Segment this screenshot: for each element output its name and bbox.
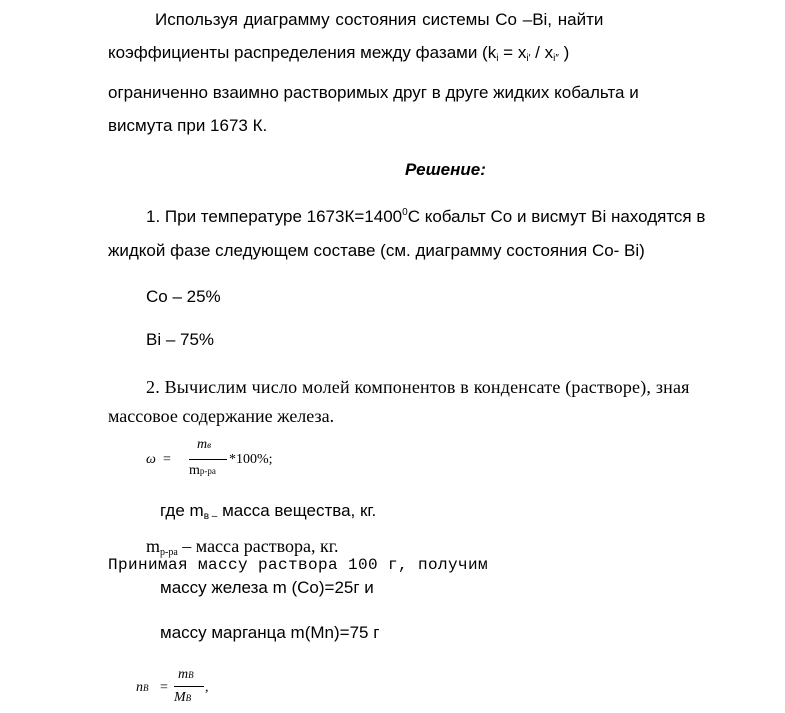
where-sub-rra: р-ра — [160, 547, 178, 558]
x-dprime-subscript: i″ — [553, 53, 559, 64]
formula1-denominator — [189, 463, 216, 479]
formula2-n-letter: n — [136, 680, 143, 695]
formula2-n — [136, 680, 149, 696]
intro-line-2-text: коэффициенты распределения между фазами (k — [108, 43, 497, 62]
co-percent: Co – 25% — [146, 287, 221, 306]
intro-line-3: ограниченно взаимно растворимых друг в друге жидких кобальта и — [108, 83, 639, 102]
where-line-1b: масса вещества, кг. — [217, 501, 377, 520]
intro-line-4: висмута при 1673 К. — [108, 116, 268, 135]
formula2-num-m: m — [178, 667, 189, 682]
formula1-fraction-bar — [189, 459, 227, 460]
formula2-n-sub: B — [143, 683, 149, 693]
formula2-fraction-bar — [174, 686, 204, 687]
mass-iron-line: массу железа m (Co)=25г и — [160, 578, 374, 597]
formula1-num-m: m — [197, 437, 208, 452]
formula2-equals: = — [160, 680, 168, 695]
formula2-denominator — [174, 690, 191, 706]
where-line-1 — [160, 500, 376, 525]
intro-div: / x — [530, 43, 554, 62]
intro-line-1: Используя диаграмму состояния системы Co –Bi, найти — [155, 10, 604, 29]
where-line-2b: – масса раствора, кг. — [177, 536, 339, 556]
formula1-den-sub: р-ра — [199, 466, 216, 476]
formula1-numerator — [197, 437, 211, 453]
formula2-comma: , — [205, 680, 209, 695]
where-sub-v: в – — [203, 511, 218, 522]
bi-percent: Bi – 75% — [146, 330, 215, 349]
formula1-equals: = — [163, 452, 171, 467]
solution-heading: Решение: — [405, 160, 486, 179]
x-prime-subscript: i′ — [526, 53, 531, 64]
k-subscript: i — [496, 53, 499, 64]
where-line-1a: где m — [160, 501, 204, 520]
mono-assumption-line: Принимая массу раствора 100 г, получим — [108, 556, 489, 574]
step2-line-2: массовое содержание железа. — [108, 406, 335, 426]
step1-line-1 — [146, 206, 705, 231]
formula1-tail: *100%; — [229, 452, 273, 467]
degree-superscript: 0 — [402, 207, 408, 218]
step1-line-2: жидкой фазе следующем составе (см. диаграмму состояния Co- Bi) — [108, 241, 645, 260]
omega-symbol: ω — [146, 452, 156, 467]
step1-line-1a: 1. При температуре 1673К=1400 — [146, 207, 403, 226]
mass-manganese-line: массу марганца m(Mn)=75 г — [160, 623, 380, 642]
step1-line-1b: С кобальт Co и висмут Bi находятся в — [407, 207, 706, 226]
intro-close: ) — [558, 43, 570, 62]
formula2-den-sub: B — [185, 693, 192, 703]
intro-eq: = x — [498, 43, 527, 62]
formula2-num-sub: B — [188, 670, 194, 680]
formula2-den-m: M — [174, 690, 186, 705]
formula1-den-m: m — [189, 463, 200, 478]
where-line-2a: m — [146, 536, 161, 556]
formula1-num-sub: в — [207, 440, 212, 450]
intro-line-2 — [108, 42, 569, 67]
step2-line-1: 2. Вычислим число молей компонентов в конденсате (растворе), зная — [146, 377, 690, 397]
formula2-numerator — [178, 667, 194, 683]
